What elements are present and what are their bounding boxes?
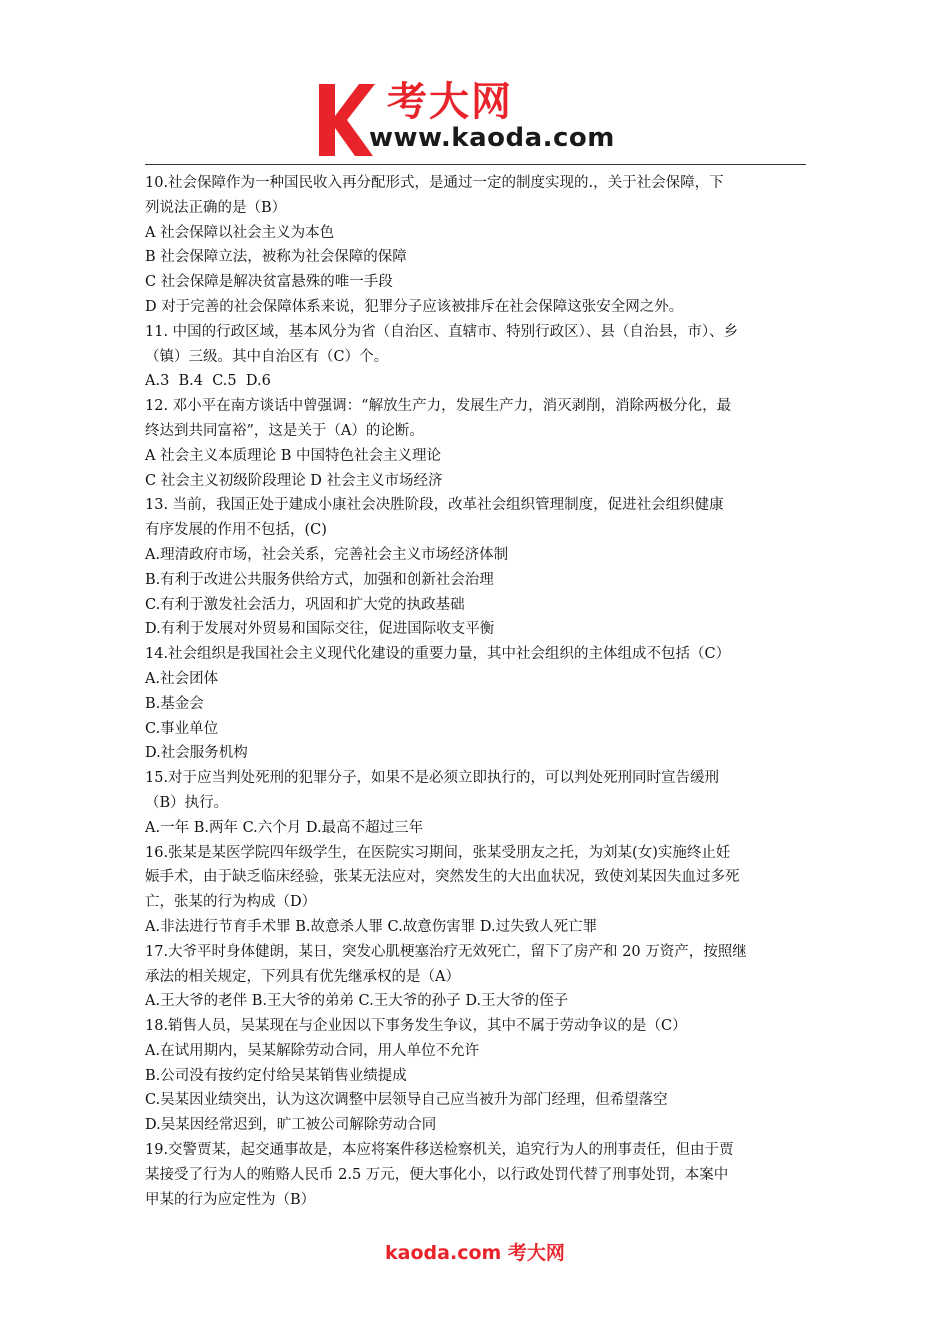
text-line: 13. 当前，我国正处于建成小康社会决胜阶段，改革社会组织管理制度，促进社会组织健康 bbox=[145, 497, 724, 514]
header-divider bbox=[145, 164, 806, 165]
logo-url-text: www.kaoda.com bbox=[369, 123, 615, 153]
footer-link[interactable]: kaoda.com 考大网 bbox=[385, 1242, 565, 1264]
text-line: A 社会主义本质理论 B 中国特色社会主义理论 bbox=[145, 447, 441, 464]
text-line: 某接受了行为人的贿赂人民币 2.5 万元，便大事化小，以行政处罚代替了刑事处罚，本案中 bbox=[145, 1166, 729, 1183]
text-line: 18.销售人员，吴某现在与企业因以下事务发生争议，其中不属于劳动争议的是（C） bbox=[145, 1018, 687, 1035]
text-line: 19.交警贾某，起交通事故是，本应将案件移送检察机关，追究行为人的刑事责任，但由于贾 bbox=[145, 1142, 734, 1159]
text-line: A.理清政府市场，社会关系，完善社会主义市场经济体制 bbox=[145, 546, 509, 563]
text-line: A.非法进行节育手术罪 B.故意杀人罪 C.故意伤害罪 D.过失致人死亡罪 bbox=[145, 918, 598, 935]
text-line: 有序发展的作用不包括，(C) bbox=[145, 522, 327, 539]
text-line: 15.对于应当判处死刑的犯罪分子，如果不是必须立即执行的，可以判处死刑同时宣告缓刑 bbox=[145, 770, 720, 787]
text-line: 终达到共同富裕”，这是关于（A）的论断。 bbox=[145, 422, 424, 439]
text-line: C.事业单位 bbox=[145, 720, 219, 737]
text-line: 承法的相关规定，下列具有优先继承权的是（A） bbox=[145, 968, 460, 985]
text-line: （镇）三级。其中自治区有（C）个。 bbox=[145, 348, 389, 365]
text-line: 亡，张某的行为构成（D） bbox=[145, 894, 317, 911]
text-line: B.有利于改进公共服务供给方式，加强和创新社会治理 bbox=[145, 571, 494, 588]
text-line: 娠手术，由于缺乏临床经验，张某无法应对，突然发生的大出血状况，致使刘某因失血过多死 bbox=[145, 869, 740, 886]
text-line: A.王大爷的老伴 B.王大爷的弟弟 C.王大爷的孙子 D.王大爷的侄子 bbox=[145, 993, 569, 1010]
text-line: （B）执行。 bbox=[145, 794, 229, 811]
text-line: A.在试用期内，吴某解除劳动合同，用人单位不允许 bbox=[145, 1042, 480, 1059]
text-line: 16.张某是某医学院四年级学生，在医院实习期间，张某受朋友之托，为刘某(女)实施终止妊 bbox=[145, 844, 731, 861]
text-line: A.3 B.4 C.5 D.6 bbox=[145, 373, 271, 390]
question-text bbox=[145, 171, 807, 1212]
page-header bbox=[0, 0, 950, 170]
text-line: C 社会保障是解决贫富悬殊的唯一手段 bbox=[145, 274, 393, 291]
text-line: D.吴某因经常迟到，旷工被公司解除劳动合同 bbox=[145, 1117, 437, 1134]
text-line: A.一年 B.两年 C.六个月 D.最高不超过三年 bbox=[145, 819, 424, 836]
logo-chinese-text: 考大网 bbox=[387, 79, 513, 125]
text-line: A.社会团体 bbox=[145, 670, 219, 687]
text-line: 10.社会保障作为一种国民收入再分配形式，是通过一定的制度实现的.，关于社会保障，下 bbox=[145, 175, 724, 191]
text-line: D 对于完善的社会保障体系来说，犯罪分子应该被排斥在社会保障这张安全网之外。 bbox=[145, 298, 684, 315]
text-line: 14.社会组织是我国社会主义现代化建设的重要力量，其中社会组织的主体组成不包括（C） bbox=[145, 646, 731, 663]
text-line: B.公司没有按约定付给吴某销售业绩提成 bbox=[145, 1067, 407, 1084]
text-line: C.吴某因业绩突出，认为这次调整中层领导自己应当被升为部门经理，但希望落空 bbox=[145, 1092, 668, 1109]
text-line: C 社会主义初级阶段理论 D 社会主义市场经济 bbox=[145, 472, 443, 489]
k-logo-icon bbox=[315, 82, 377, 158]
text-line: D.社会服务机构 bbox=[145, 745, 248, 762]
text-line: B.基金会 bbox=[145, 695, 204, 712]
text-line: B 社会保障立法，被称为社会保障的保障 bbox=[145, 249, 407, 266]
text-line: 甲某的行为应定性为（B） bbox=[145, 1191, 316, 1208]
text-line: A 社会保障以社会主义为本色 bbox=[145, 224, 335, 241]
text-line: C.有利于激发社会活力，巩固和扩大党的执政基础 bbox=[145, 596, 465, 613]
text-line: 列说法正确的是（B） bbox=[145, 199, 287, 216]
text-line: 11. 中国的行政区域，基本风分为省（自治区、直辖市、特别行政区）、县（自治县，市）、乡 bbox=[145, 323, 739, 340]
text-line: 12. 邓小平在南方谈话中曾强调：“解放生产力，发展生产力，消灭剥削，消除两极分化，最 bbox=[145, 398, 732, 415]
text-line: D.有利于发展对外贸易和国际交往，促进国际收支平衡 bbox=[145, 621, 495, 638]
kaoda-logo[interactable] bbox=[315, 79, 645, 158]
text-line: 17.大爷平时身体健朗，某日，突发心肌梗塞治疗无效死亡，留下了房产和 20 万资产，按照继 bbox=[145, 943, 747, 960]
